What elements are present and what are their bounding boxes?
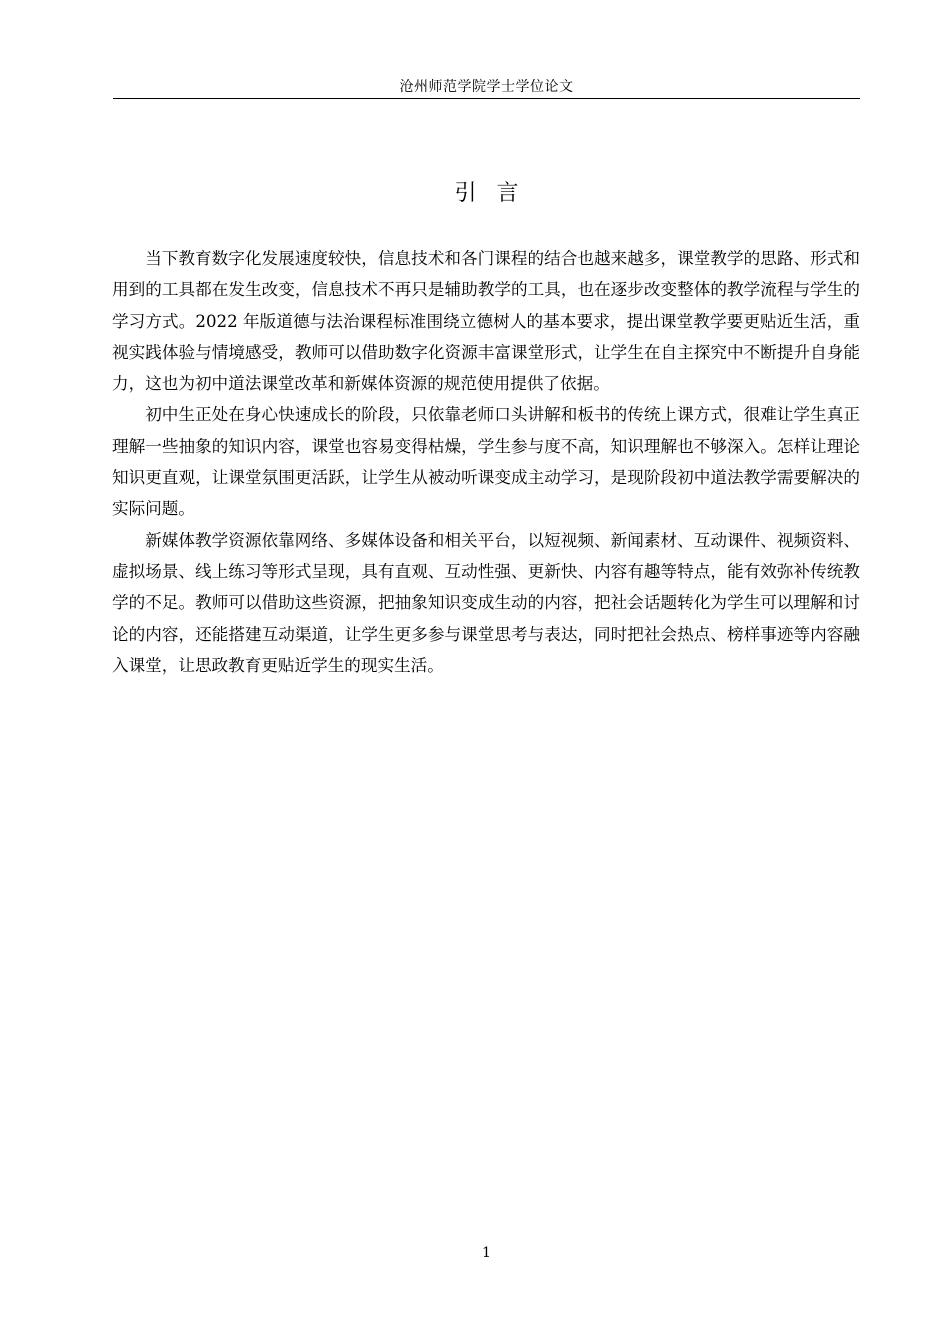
paragraph: 新媒体教学资源依靠网络、多媒体设备和相关平台，以短视频、新闻素材、互动课件、视频资料、虚拟场景、线上练习等形式呈现，具有直观、互动性强、更新快、内容有趣等特点，能有效弥补传统教学的不足。教师可以借助这些资源，把抽象知识变成生动的内容，把社会话题转化为学生可以理解和讨论的内容，还能搭建互动渠道，让学生更多参与课堂思考与表达，同时把社会热点、榜样事迹等内容融入课堂，让思政教育更贴近学生的现实生活。 xyxy=(112,530,860,675)
running-header: 沧州师范学院学士学位论文 xyxy=(399,79,574,95)
paragraph: 初中生正处在身心快速成长的阶段，只依靠老师口头讲解和板书的传统上课方式，很难让学生真正理解一些抽象的知识内容，课堂也容易变得枯燥，学生参与度不高，知识理解也不够深入。怎样让理论知识更直观，让课堂氛围更活跃，让学生从被动听课变成主动学习，是现阶段初中道法教学需要解决的实际问题。 xyxy=(112,405,860,519)
body-text xyxy=(112,243,860,681)
header-rule xyxy=(113,98,860,99)
page-number: 1 xyxy=(482,1245,491,1261)
paragraph: 当下教育数字化发展速度较快，信息技术和各门课程的结合也越来越多，课堂教学的思路、形式和用到的工具都在发生改变，信息技术不再只是辅助教学的工具，也在逐步改变整体的教学流程与学生的学习方式。2022 年版道德与法治课程标准围绕立德树人的基本要求，提出课堂教学要更贴近生活，重视实践体验与情境感受，教师可以借助数字化资源丰富课堂形式，让学生在自主探究中不断提升自身能力，这也为初中道法课堂改革和新媒体资源的规范使用提供了依据。 xyxy=(112,249,860,394)
section-title: 引言 xyxy=(454,181,539,206)
